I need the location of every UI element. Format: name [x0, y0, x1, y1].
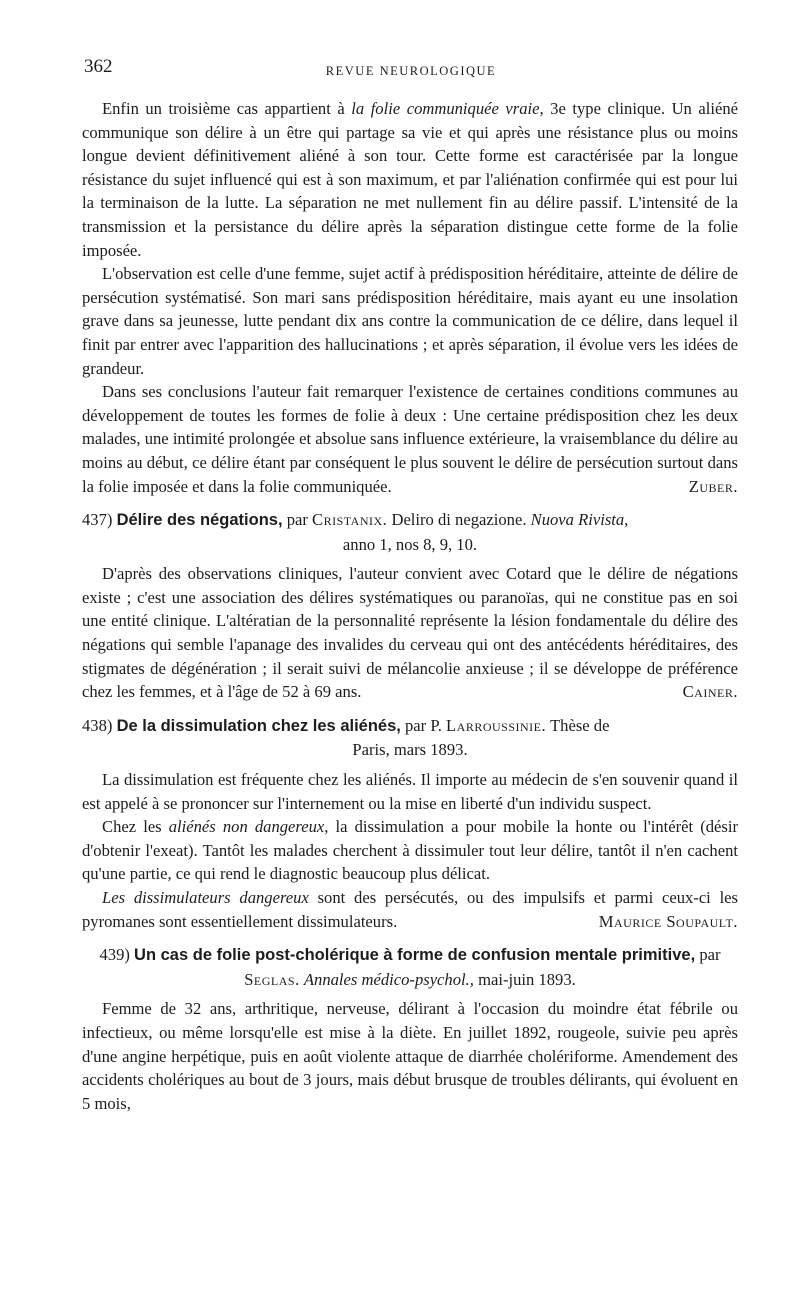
article-438-heading [82, 714, 738, 739]
intro-paragraph-3 [82, 380, 738, 498]
text-run: Dans ses conclusions l'auteur fait remarquer l'existence de certaines conditions communes au développement de toutes les formes de folie à deux : Une certaine prédisposition chez les deux malades, une intimité prolongée et absolue sans influence extérieure, la vraisemblance du délire au moins au début, ce délire étant par conséquent le plus souvent le délire de persécution surtout dans la folie imposée et dans la folie communiquée. [82, 382, 738, 496]
text-run: , la dissimulation a pour mobile la honte ou l'intérêt (désir d'obtenir l'exeat). Tantôt les malades cherchent à dissimuler tout leur délire, tantôt il n'en cachent qu'une partie, ce qui rend le diagnostic beaucoup plus délicat. [82, 817, 738, 884]
text-run: Chez les [102, 817, 169, 837]
journal-name: Annales médico-psychol., [303, 969, 474, 989]
text-run: mai-juin 1893. [473, 969, 576, 989]
text-run: sont des persécutés, ou des impulsifs et parmi ceux-ci les pyromanes sont essentiellement dissimulateurs. [82, 888, 738, 931]
journal-title: REVUE NEUROLOGIQUE [325, 64, 497, 78]
article-438-paragraph-3 [82, 886, 738, 933]
journal-name: Nuova Rivista, [530, 510, 629, 530]
article-439-paragraph-1: Femme de 32 ans, arthritique, nerveuse, délirant à l'occasion du moindre état fébrile ou infectieux, ou même lorsqu'elle est mise à la diète. En juillet 1892, rougeole, suivie peu après d'une angine herpétique, puis en août violente attaque de diarrhée cholériforme. Amendement des accidents cholériques au bout de 3 jours, mais début brusque de troubles délirants, qui évoluent en 5 mois, [82, 999, 738, 1113]
article-438-ref-line: Paris, mars 1893. [352, 740, 468, 760]
page-number: 362 [84, 56, 113, 77]
article-body [82, 97, 738, 1115]
italic-term: la folie communiquée vraie [351, 99, 540, 118]
article-number: 439) [99, 945, 130, 965]
article-438-paragraph-1: La dissimulation est fréquente chez les aliénés. Il importe au médecin de s'en souvenir quand il est appelé à se prononcer sur l'internement ou la mise en liberté d'un individu suspect. [82, 770, 738, 813]
article-437-paragraph [82, 562, 738, 704]
italic-term: aliénés non dangereux [168, 817, 325, 837]
signature-zuber: Zuber. [688, 476, 738, 496]
signature-soupault: Maurice Soupault. [598, 911, 738, 931]
text-run: Thèse de [546, 715, 610, 735]
article-author: Seglas. [244, 969, 300, 989]
article-title: Un cas de folie post-cholérique à forme de confusion mentale primitive, [134, 946, 696, 965]
text-run: Enfin un troisième cas appartient à [102, 99, 352, 118]
text-run: Deliro di negazione. [387, 510, 531, 530]
article-438-paragraph-2 [82, 815, 738, 886]
intro-paragraph-2: L'observation est celle d'une femme, sujet actif à prédisposition héréditaire, atteinte de délire de persécution systématisé. Son mari sans prédisposition héréditaire, mais ayant eu une insolation grave dans sa jeunesse, lutte pendant dix ans contre la communication de ce délire, dans lequel il finit par entrer avec l'apparition des hallucinations ; et après séparation, il évolue vers les idées de grandeur. [82, 264, 738, 378]
text-run: par [695, 945, 721, 965]
article-439-heading [82, 943, 738, 991]
article-title: Délire des négations, [116, 511, 283, 530]
running-header [84, 56, 738, 84]
article-author: Larroussinie. [446, 715, 547, 735]
article-number: 438) [82, 715, 113, 735]
article-437-ref-line: anno 1, nos 8, 9, 10. [342, 534, 478, 554]
article-author: Cristanix. [312, 510, 388, 530]
text-run: par P. [400, 715, 447, 735]
italic-term: Les dissimulateurs dangereux [102, 888, 309, 907]
intro-paragraph-1 [82, 97, 738, 262]
article-number: 437) [82, 510, 113, 530]
signature-cainer: Cainer. [682, 682, 738, 702]
text-run: D'après des observations cliniques, l'auteur convient avec Cotard que le délire de négations existe ; c'est une association des délires systématiques ou paranoïas, qui ne constitue pas en soi une entité clinique. L'altératian de la personnalité représente la lésion fondamentale du délire des négations qui semble l'apanage des invalides du cerveau qui ont des antécédents héréditaires, des stigmates de dégénération ; il serait suivi de mélancolie anxieuse ; il se développe de préférence chez les femmes, et à l'âge de 52 à 69 ans. [82, 564, 738, 702]
article-437-heading [82, 508, 738, 533]
text-run: par [282, 510, 313, 530]
text-run: , 3e type clinique. Un aliéné communique son délire à un être qui partage sa vie et qui après une résistance plus ou moins longue devient définitivement aliéné à son tour. Cette forme est caractérisée par la longue résistance du sujet influencé qui est à son maximum, et par l'aliénation confirmée qui est pour lui la terminaison de la lutte. La séparation ne met nullement fin au délire passif. L'intensité de la transmission et la persistance du délire après la séparation distingue cette forme de la folie imposée. [82, 99, 738, 260]
article-title: De la dissimulation chez les aliénés, [116, 716, 401, 735]
